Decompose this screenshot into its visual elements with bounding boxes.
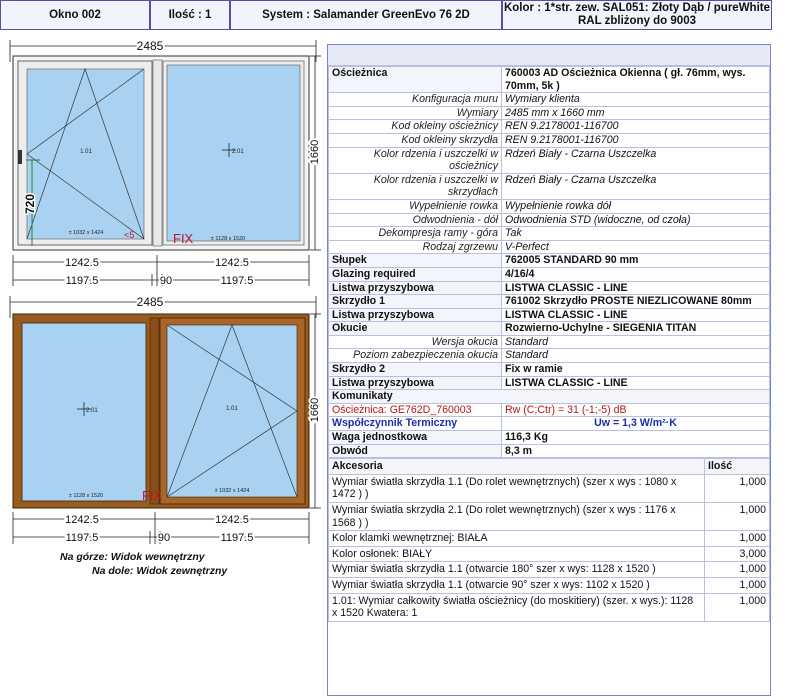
spec-label: Dekompresja ramy - góra — [329, 227, 502, 241]
spec-label: Wersja okucia — [329, 335, 502, 349]
accessories-header-label: Akcesoria — [329, 459, 705, 475]
top-right-size: ± 1128 x 1520 — [210, 236, 246, 242]
spec-label: Kod okleiny skrzydła — [329, 133, 502, 147]
spec-row — [329, 267, 770, 281]
spec-table — [328, 66, 770, 458]
spec-value: LISTWA CLASSIC - LINE — [502, 281, 770, 295]
accessory-name: Wymiar światła skrzydła 1.1 (otwarcie 90° szer x wys: 1102 x 1520 ) — [329, 577, 705, 593]
spec-row — [329, 335, 770, 349]
accessories-header-qty: Ilość — [705, 459, 770, 475]
accessory-name: Wymiar światła skrzydła 1.1 (Do rolet wewnętrznych) (szer x wys : 1080 x 1472 ) ) — [329, 474, 705, 502]
spec-label: Listwa przyszybowa — [329, 308, 502, 322]
spec-row — [329, 106, 770, 120]
top-dim1-right: 1242.5 — [215, 257, 249, 269]
spec-value: REN 9.2178001-116700 — [502, 120, 770, 134]
spec-label: Listwa przyszybowa — [329, 376, 502, 390]
spec-row — [329, 295, 770, 309]
spec-label: Współczynnik Termiczny — [329, 417, 502, 431]
spec-label: Słupek — [329, 254, 502, 268]
top-dim2-left: 1197.5 — [65, 275, 99, 287]
spec-value: Wymiary klienta — [502, 93, 770, 107]
spec-label: Glazing required — [329, 267, 502, 281]
spec-value: LISTWA CLASSIC - LINE — [502, 308, 770, 322]
top-dim1-left: 1242.5 — [65, 257, 99, 269]
drawing-bottom — [0, 294, 326, 548]
bottom-right-sash-number: 1.01 — [226, 406, 238, 412]
top-dim2-right: 1197.5 — [220, 275, 254, 287]
bottom-dim1-right: 1242.5 — [215, 514, 249, 526]
accessories-table — [328, 458, 770, 622]
spec-row — [329, 403, 770, 417]
spec-row — [329, 240, 770, 254]
spec-value: 2485 mm x 1660 mm — [502, 106, 770, 120]
accessory-qty: 1,000 — [705, 474, 770, 502]
color-line1: Kolor : 1*str. zew. SAL051: Złoty Dąb / pureWhite — [503, 2, 771, 14]
spec-row — [329, 173, 770, 199]
spec-row — [329, 322, 770, 336]
spec-label: Okucie — [329, 322, 502, 336]
accessory-name: Wymiar światła skrzydła 1.1 (otwarcie 180° szer x wys: 1128 x 1520 ) — [329, 562, 705, 578]
spec-value: Tak — [502, 227, 770, 241]
spec-value: 4/16/4 — [502, 267, 770, 281]
spec-row — [329, 390, 770, 404]
spec-value: 762005 STANDARD 90 mm — [502, 254, 770, 268]
top-height-label: 1660 — [309, 139, 321, 165]
header-row — [0, 0, 772, 30]
bottom-width-label: 2485 — [136, 295, 164, 309]
accessory-qty: 1,000 — [705, 593, 770, 621]
accessory-row — [329, 474, 770, 502]
spec-value: Rozwierno-Uchylne - SIEGENIA TITAN — [502, 322, 770, 336]
accessory-qty: 1,000 — [705, 503, 770, 531]
quantity: Ilość : 1 — [150, 0, 230, 30]
spec-row — [329, 147, 770, 173]
spec-value: REN 9.2178001-116700 — [502, 133, 770, 147]
spec-value: V-Perfect — [502, 240, 770, 254]
spec-row — [329, 363, 770, 377]
spec-label: Wymiary — [329, 106, 502, 120]
spec-row — [329, 308, 770, 322]
spec-row — [329, 213, 770, 227]
spec-row — [329, 417, 770, 431]
top-dim2-mid: 90 — [159, 275, 173, 287]
window-name: Okno 002 — [0, 0, 150, 30]
spec-row — [329, 93, 770, 107]
spec-label: Waga jednostkowa — [329, 431, 502, 445]
bottom-dim2-mid: 90 — [157, 532, 171, 544]
spec-section-komunikaty: Komunikaty — [329, 390, 770, 404]
spec-value: Fix w ramie — [502, 363, 770, 377]
color-line2: RAL zbliżony do 9003 — [577, 15, 696, 27]
spec-row — [329, 120, 770, 134]
spec-value: Standard — [502, 349, 770, 363]
spec-value: LISTWA CLASSIC - LINE — [502, 376, 770, 390]
spec-row — [329, 199, 770, 213]
spec-value: 761002 Skrzydło PROSTE NIEZLICOWANE 80mm — [502, 295, 770, 309]
spec-label: Konfiguracja muru — [329, 93, 502, 107]
spec-row — [329, 281, 770, 295]
accessory-row — [329, 546, 770, 562]
accessory-row — [329, 562, 770, 578]
spec-warning-label: Ościeżnica: GE762D_760003 — [329, 403, 502, 417]
bottom-left-size: ± 1128 x 1520 — [68, 493, 104, 499]
spec-row — [329, 67, 770, 93]
bottom-left-number: 2.01 — [86, 408, 98, 414]
accessory-row — [329, 593, 770, 621]
spec-row — [329, 431, 770, 445]
accessory-qty: 1,000 — [705, 531, 770, 547]
spec-label: Poziom zabezpieczenia okucia — [329, 349, 502, 363]
accessory-qty: 3,000 — [705, 546, 770, 562]
bottom-dim1-left: 1242.5 — [65, 514, 99, 526]
spec-label: Odwodnienia - dół — [329, 213, 502, 227]
spec-warning-value: Rw (C;Ctr) = 31 (-1;-5) dB — [502, 403, 770, 417]
spec-row — [329, 227, 770, 241]
spec-value: Rdzeń Biały - Czarna Uszczelka — [502, 147, 770, 173]
spec-label: Skrzydło 2 — [329, 363, 502, 377]
accessory-qty: 1,000 — [705, 577, 770, 593]
spec-value: Odwodnienia STD (widoczne, od czoła) — [502, 213, 770, 227]
accessory-row — [329, 577, 770, 593]
spec-label: Listwa przyszybowa — [329, 281, 502, 295]
spec-label: Ościeżnica — [329, 67, 502, 93]
accessory-row — [329, 503, 770, 531]
accessory-name: 1.01: Wymiar całkowity światła ościeżnicy (do moskitiery) (szer. x wys.): 1128 x 1520 Kwatera: 1 — [329, 593, 705, 621]
spec-panel — [327, 44, 771, 696]
top-right-number: 2.01 — [232, 149, 244, 155]
top-width-label: 2485 — [136, 39, 164, 53]
spec-value: 116,3 Kg — [502, 431, 770, 445]
note-exterior-view: Na dole: Widok zewnętrzny — [92, 565, 228, 577]
spec-value: 760003 AD Ościeżnica Okienna ( gł. 76mm, wys. 70mm, 5k ) — [502, 67, 770, 93]
accessory-row — [329, 531, 770, 547]
drawing-top — [0, 34, 326, 296]
spec-row — [329, 444, 770, 458]
spec-label: Kolor rdzenia i uszczelki w skrzydłach — [329, 173, 502, 199]
accessory-name: Kolor osłonek: BIAŁY — [329, 546, 705, 562]
accessory-name: Kolor klamki wewnętrznej: BIAŁA — [329, 531, 705, 547]
accessories-header — [329, 459, 770, 475]
spec-label: Kod okleiny ościeżnicy — [329, 120, 502, 134]
spec-label: Rodzaj zgrzewu — [329, 240, 502, 254]
top-left-sash-number: 1.01 — [80, 149, 92, 155]
note-interior-view: Na górze: Widok wewnętrzny — [60, 551, 205, 563]
top-small-dim: <5 — [124, 230, 135, 240]
spec-value: 8,3 m — [502, 444, 770, 458]
spec-panel-top-bar — [328, 45, 770, 66]
spec-row — [329, 349, 770, 363]
bottom-right-sash-size: ± 1032 x 1424 — [214, 488, 250, 494]
top-left-sash-size: ± 1032 x 1424 — [68, 230, 104, 236]
spec-value: Rdzeń Biały - Czarna Uszczelka — [502, 173, 770, 199]
bottom-dim2-left: 1197.5 — [65, 532, 99, 544]
spec-value: Standard — [502, 335, 770, 349]
spec-row — [329, 254, 770, 268]
accessory-qty: 1,000 — [705, 562, 770, 578]
bottom-fix-label: FIX — [142, 488, 163, 503]
spec-label: Wypełnienie rowka — [329, 199, 502, 213]
bottom-mullion — [150, 318, 159, 504]
handle-height-label: 720 — [23, 193, 37, 215]
top-fix-label: FIX — [173, 231, 194, 246]
spec-row — [329, 376, 770, 390]
bottom-height-label: 1660 — [309, 397, 321, 423]
spec-label: Kolor rdzenia i uszczelki w ościeżnicy — [329, 147, 502, 173]
system-name: System : Salamander GreenEvo 76 2D — [230, 0, 502, 30]
bottom-dim2-right: 1197.5 — [220, 532, 254, 544]
spec-label: Skrzydło 1 — [329, 295, 502, 309]
spec-value: Uw = 1,3 W/m²·K — [502, 417, 770, 431]
accessory-name: Wymiar światła skrzydła 2.1 (Do rolet wewnętrznych) (szer x wys : 1176 x 1568 ) ) — [329, 503, 705, 531]
color-info — [502, 0, 772, 30]
top-handle-icon — [18, 150, 22, 164]
top-mullion — [153, 60, 162, 246]
spec-label: Obwód — [329, 444, 502, 458]
spec-value: Wypełnienie rowka dół — [502, 199, 770, 213]
spec-row — [329, 133, 770, 147]
